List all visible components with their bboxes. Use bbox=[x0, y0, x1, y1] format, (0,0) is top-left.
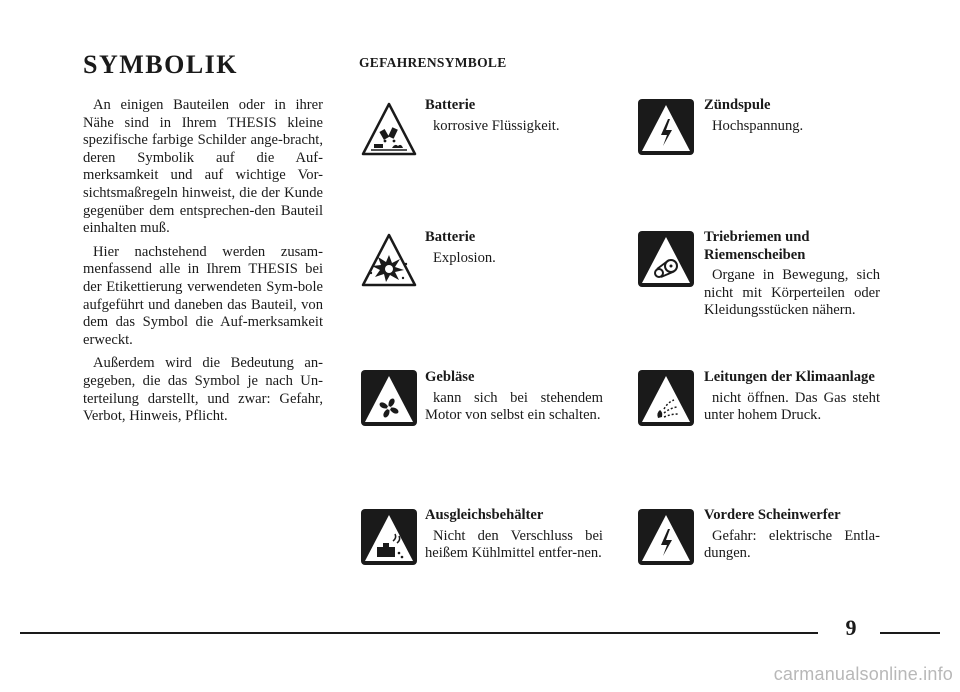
symbol-title: Zündspule bbox=[704, 97, 771, 113]
symbol-description: nicht öffnen. Das Gas steht unter hohem Druck. bbox=[704, 389, 880, 424]
symbol-description: Gefahr: elektrische Entla-dungen. bbox=[704, 527, 880, 562]
intro-text bbox=[83, 97, 323, 432]
symbol-title: Batterie bbox=[425, 229, 476, 245]
symbol-description: Organe in Bewegung, sich nicht mit Körperteilen oder Kleidungsstücken nähern. bbox=[704, 267, 880, 319]
section-heading: GEFAHRENSYMBOLE bbox=[359, 55, 507, 70]
hot-coolant-warning-icon bbox=[359, 507, 419, 567]
symbol-title: Leitungen der Klimaanlage bbox=[704, 369, 875, 385]
symbol-title: Triebriemen und Riemenscheiben bbox=[704, 229, 810, 263]
symbol-title: Vordere Scheinwerfer bbox=[704, 507, 841, 523]
pressurized-gas-warning-icon bbox=[636, 368, 696, 428]
footer-rule-right bbox=[880, 632, 940, 634]
watermark: carmanualsonline.info bbox=[773, 664, 953, 684]
symbol-description: Hochspannung. bbox=[712, 117, 804, 134]
intro-paragraph: An einigen Bauteilen oder in ihrer Nähe sind in Ihrem THESIS kleine spezifische farbige Schilder ange-bracht, deren Symbolik auf die Auf-merksamkeit und auf wichtige Vor-sichtsmaßregeln hinweist, die der Kunde gegenüber dem entsprechen-den Bauteil einhalten muß. bbox=[83, 97, 323, 237]
high-voltage-warning-icon bbox=[636, 97, 696, 157]
symbol-title: Ausgleichsbehälter bbox=[425, 507, 544, 523]
symbol-description: korrosive Flüssigkeit. bbox=[433, 117, 560, 134]
intro-paragraph: Hier nachstehend werden zusam-menfassend alle in Ihrem THESIS bei der Etikettierung verwendeten Sym-bole aufgeführt und daneben das Bauteil, von dem das Symbol die Auf-merksamkeit erweckt. bbox=[83, 243, 323, 348]
corrosive-liquid-warning-icon bbox=[359, 98, 419, 158]
electrical-discharge-warning-icon bbox=[636, 507, 696, 567]
moving-belts-warning-icon bbox=[636, 229, 696, 289]
footer-rule-left bbox=[20, 632, 818, 634]
symbol-description: Explosion. bbox=[433, 249, 496, 266]
intro-paragraph: Außerdem wird die Bedeutung an-gegeben, die das Symbol je nach Un-terteilung darstellt, und zwar: Gefahr, Verbot, Hinweis, Pflicht. bbox=[83, 355, 323, 425]
page-title: SYMBOLIK bbox=[83, 50, 239, 79]
page-number: 9 bbox=[845, 615, 857, 640]
symbol-title: Gebläse bbox=[425, 369, 475, 385]
symbol-description: kann sich bei stehendem Motor von selbst ein schalten. bbox=[425, 389, 603, 424]
fan-warning-icon bbox=[359, 368, 419, 428]
explosion-warning-icon bbox=[359, 229, 419, 289]
symbol-description: Nicht den Verschluss bei heißem Kühlmittel entfer-nen. bbox=[425, 527, 603, 562]
symbol-title: Batterie bbox=[425, 97, 476, 113]
